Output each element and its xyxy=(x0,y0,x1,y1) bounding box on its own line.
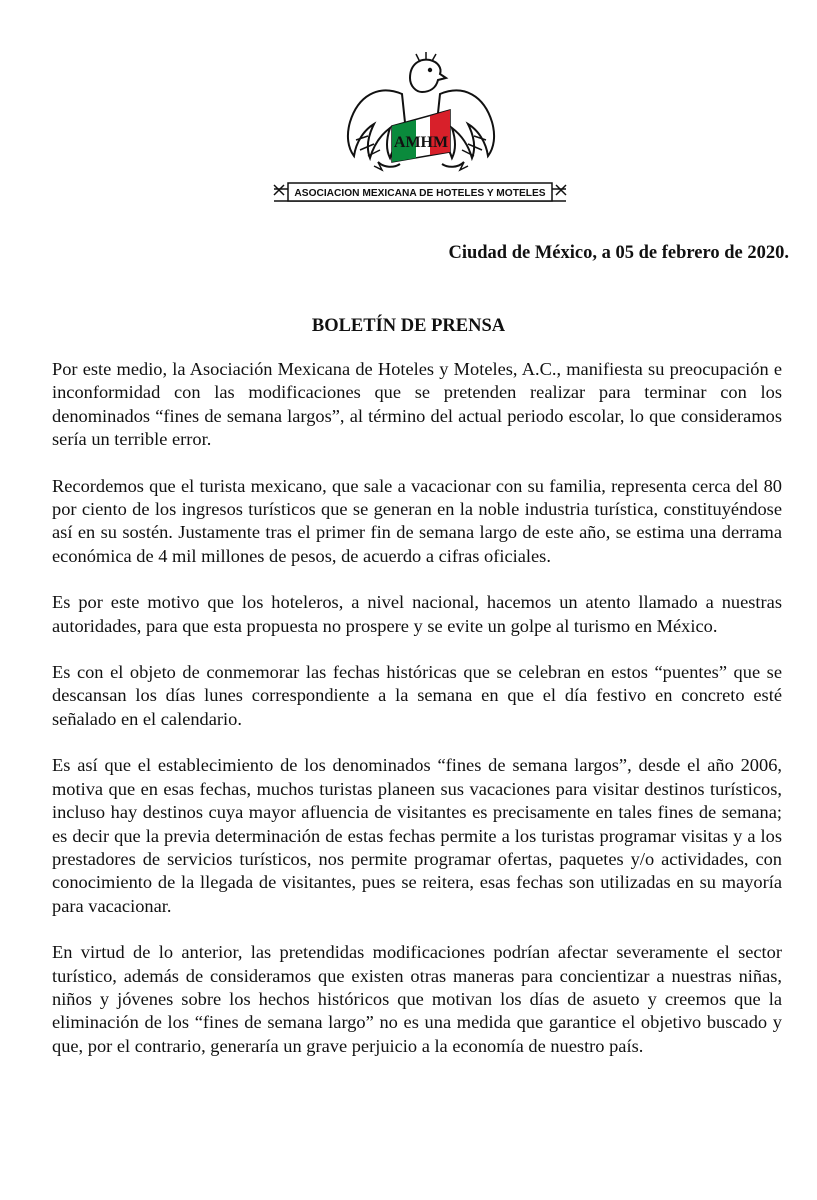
logo-monogram: AMHM xyxy=(393,134,449,151)
paragraph-2: Recordemos que el turista mexicano, que sale a vacacionar con su familia, representa cerca del 80 por ciento de los ingresos turísticos que se generan en la noble industria turística, constituyéndose así en su sostén. Justamente tras el primer fin de semana largo de este año, se estima una derrama económica de 4 mil millones de pesos, de acuerdo a cifras oficiales. xyxy=(52,475,782,566)
paragraph-5: Es así que el establecimiento de los denominados “fines de semana largos”, desde el año 2006, motiva que en esas fechas, muchos turistas planeen sus vacaciones para visitar destinos turísticos, incluso hay destinos cuya mayor afluencia de visitantes es precisamente en tales fines de semana; es decir que la previa determinación de estas fechas permite a los turistas programar visitas y a los prestadores de servicios turísticos, nos permite programar ofertas, paquetes y/o actividades, con conocimiento de la llegada de visitantes, pues se reitera, esas fechas son utilizadas en su mayoría para vacacionar. xyxy=(52,755,782,916)
paragraph-4: Es con el objeto de conmemorar las fechas históricas que se celebran en estos “puentes” que se descansan los días lunes correspondiente a la semana en que el día festivo en concreto esté señalado en el calendario. xyxy=(52,662,782,729)
eagle-emblem-icon xyxy=(270,44,570,214)
date-line: Ciudad de México, a 05 de febrero de 2020. xyxy=(448,243,789,263)
paragraph-3: Es por este motivo que los hoteleros, a nivel nacional, hacemos un atento llamado a nuestras autoridades, para que esta propuesta no prospere y se evite un golpe al turismo en México. xyxy=(52,592,782,636)
logo-banner-text: ASOCIACION MEXICANA DE HOTELES Y MOTELES xyxy=(294,188,546,199)
page-title: BOLETÍN DE PRENSA xyxy=(311,316,506,336)
paragraph-6: En virtud de lo anterior, las pretendidas modificaciones podrían afectar severamente el sector turístico, además de consideramos que existen otras maneras para concientizar a nuestras niñas, niños y jóvenes sobre los hechos históricos que motivan los días de asueto y creemos que la eliminación de los “fines de semana largo” no es una medida que garantice el objetivo buscado y que, por el contrario, generaría un grave perjuicio a la economía de nuestro país. xyxy=(52,942,782,1056)
association-logo xyxy=(270,44,570,214)
press-release-body xyxy=(52,358,782,1081)
paragraph-1: Por este medio, la Asociación Mexicana de Hoteles y Moteles, A.C., manifiesta su preocupación e inconformidad con las modificaciones que se pretenden realizar para terminar con los denominados “fines de semana largos”, al término del actual periodo escolar, lo que consideramos sería un terrible error. xyxy=(52,359,782,450)
